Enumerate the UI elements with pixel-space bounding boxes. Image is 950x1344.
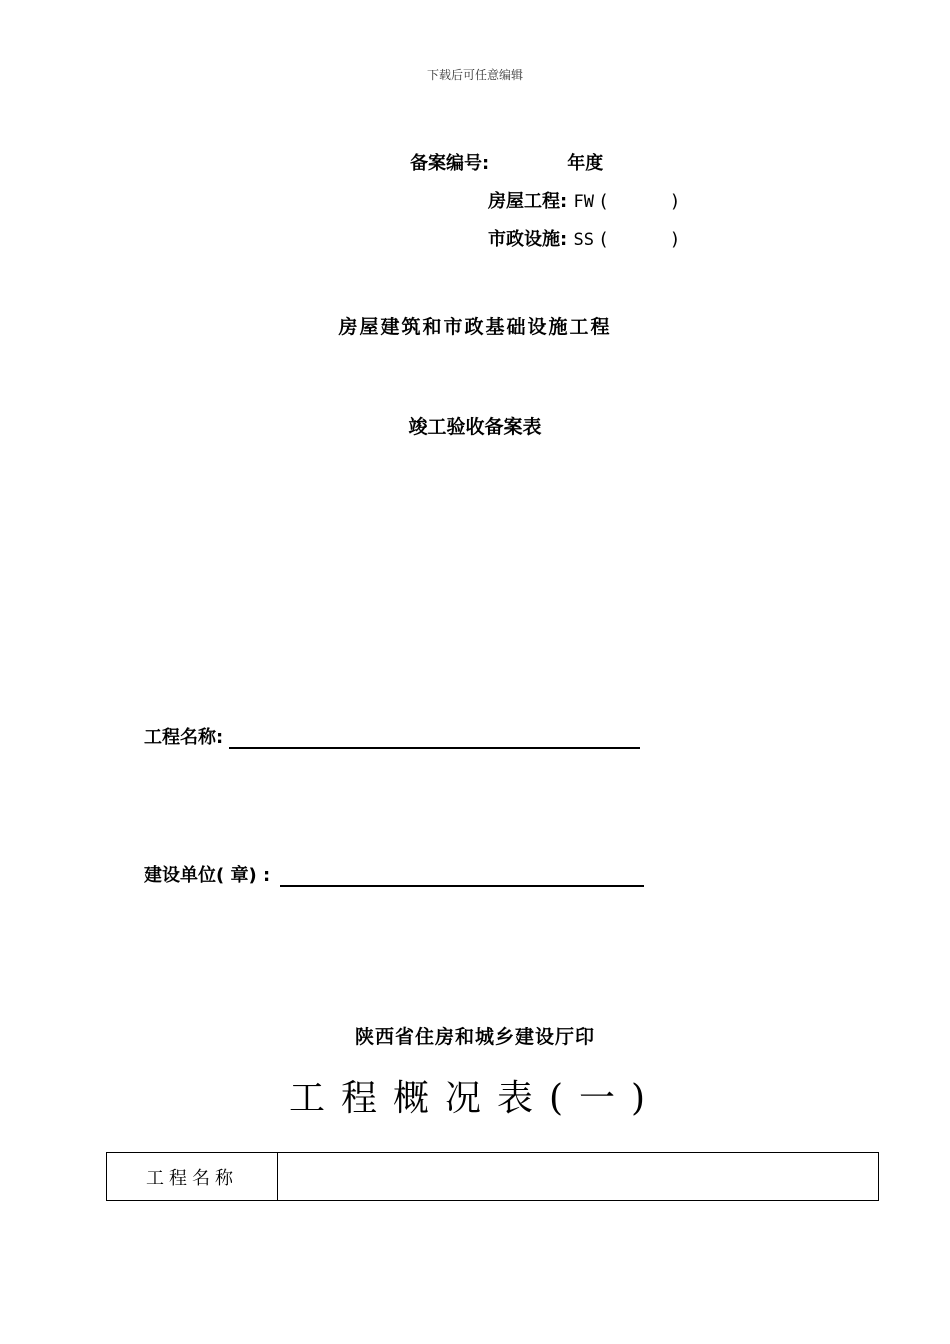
municipal-label: 市政设施: [488, 229, 568, 250]
registration-housing [488, 187, 678, 213]
project-name-label: 工程名称: [144, 727, 224, 748]
overview-table-title: 工程概况表(一) [288, 1078, 662, 1119]
page-header-note: 下载后可任意编辑 [426, 68, 523, 82]
municipal-code: SS [573, 230, 594, 250]
housing-paren-close: ) [671, 191, 679, 212]
project-name-field [144, 723, 640, 749]
housing-label: 房屋工程: [488, 191, 568, 212]
registration-number [410, 149, 603, 175]
registration-number-label: 备案编号: [410, 153, 490, 174]
construction-unit-label: 建设单位( 章) : [144, 865, 271, 886]
municipal-paren-open: ( [600, 229, 608, 250]
construction-unit-field [144, 861, 644, 887]
document-title: 房屋建筑和市政基础设施工程 [338, 316, 612, 338]
registration-year-label: 年度 [567, 153, 604, 174]
housing-paren-open: ( [600, 191, 608, 212]
construction-unit-underline[interactable] [280, 867, 644, 887]
publisher-line: 陕西省住房和城乡建设厅印 [354, 1026, 595, 1048]
overview-table [106, 1152, 879, 1201]
registration-municipal [488, 225, 678, 251]
project-name-underline[interactable] [229, 729, 640, 749]
project-name-cell-label: 工程名称 [107, 1153, 278, 1201]
municipal-paren-close: ) [671, 229, 679, 250]
document-subtitle: 竣工验收备案表 [408, 416, 542, 438]
housing-code: FW [573, 192, 594, 212]
project-name-cell-value[interactable] [278, 1153, 879, 1201]
table-row [107, 1153, 879, 1201]
